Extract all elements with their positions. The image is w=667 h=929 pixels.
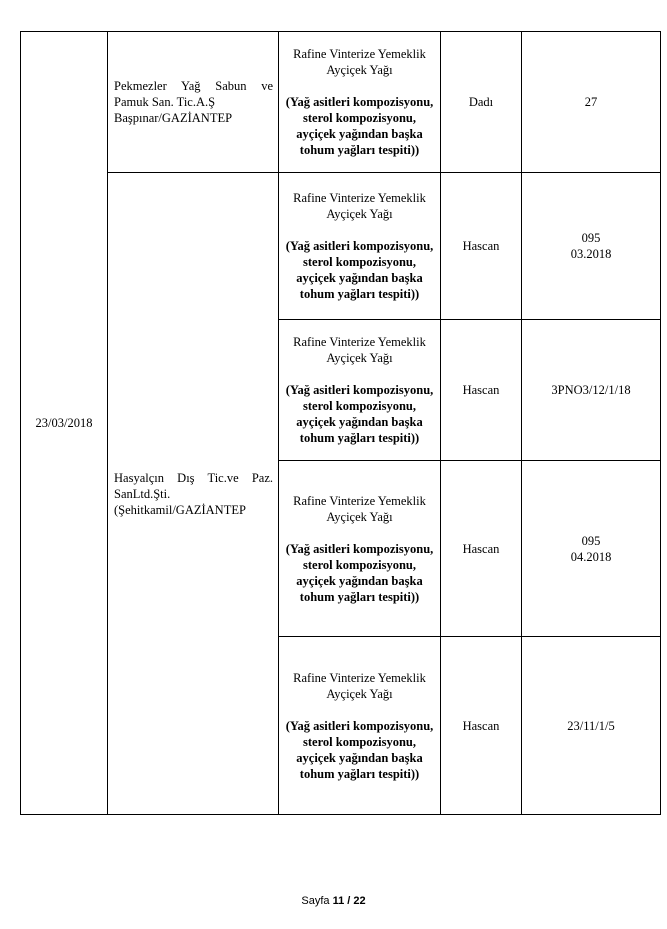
product-cell	[279, 320, 441, 461]
product-detail: (Yağ asitleri kompozisyonu, sterol kompozisyonu, ayçiçek yağından başka tohum yağları tespiti))	[285, 541, 434, 604]
lot-line: 095	[581, 231, 601, 245]
firm-cell	[108, 32, 279, 173]
date-cell: 23/03/2018	[21, 32, 108, 815]
product-cell	[279, 173, 441, 320]
page-label: Sayfa	[301, 895, 330, 907]
product-title: Rafine Vinterize Yemeklik Ayçiçek Yağı	[293, 493, 426, 524]
product-title: Rafine Vinterize Yemeklik Ayçiçek Yağı	[293, 47, 426, 77]
firm-line: Pekmezler Yağ Sabun ve Pamuk San. Tic.A.Ş	[114, 79, 273, 109]
firm-line: (Şehitkamil/GAZİANTEP	[114, 502, 246, 517]
brand-cell: Hascan	[441, 173, 522, 320]
product-detail: (Yağ asitleri kompozisyonu, sterol kompozisyonu, ayçiçek yağından başka tohum yağları tespiti))	[285, 718, 434, 781]
inspection-table	[20, 31, 661, 815]
firm-cell	[108, 173, 279, 815]
product-detail: (Yağ asitleri kompozisyonu, sterol kompozisyonu, ayçiçek yağından başka tohum yağları tespiti))	[285, 95, 434, 157]
lot-line: 3PNO3/12/1/18	[551, 383, 631, 397]
lot-cell	[522, 173, 661, 320]
product-cell	[279, 32, 441, 173]
lot-line: 27	[584, 95, 598, 109]
lot-cell	[522, 32, 661, 173]
lot-line: 04.2018	[570, 549, 612, 564]
brand-cell: Hascan	[441, 637, 522, 815]
page-total: 22	[353, 895, 366, 907]
lot-line: 03.2018	[570, 247, 612, 261]
table-row	[21, 32, 661, 173]
lot-line: 095	[581, 533, 601, 548]
product-title: Rafine Vinterize Yemeklik Ayçiçek Yağı	[293, 191, 426, 221]
brand-cell: Dadı	[441, 32, 522, 173]
product-detail: (Yağ asitleri kompozisyonu, sterol kompozisyonu, ayçiçek yağından başka tohum yağları tespiti))	[285, 239, 434, 301]
lot-cell	[522, 320, 661, 461]
lot-cell	[522, 461, 661, 637]
product-title: Rafine Vinterize Yemeklik Ayçiçek Yağı	[293, 670, 426, 701]
lot-line: 23/11/1/5	[567, 718, 615, 733]
brand-cell: Hascan	[441, 461, 522, 637]
table-row	[21, 173, 661, 320]
product-cell	[279, 637, 441, 815]
page-separator: /	[347, 895, 351, 907]
page-number: 11	[332, 895, 345, 907]
firm-line: Başpınar/GAZİANTEP	[114, 111, 233, 125]
page-footer	[0, 895, 667, 907]
product-title: Rafine Vinterize Yemeklik Ayçiçek Yağı	[293, 335, 426, 365]
brand-cell: Hascan	[441, 320, 522, 461]
product-cell	[279, 461, 441, 637]
product-detail: (Yağ asitleri kompozisyonu, sterol kompozisyonu, ayçiçek yağından başka tohum yağları tespiti))	[285, 383, 434, 445]
lot-cell	[522, 637, 661, 815]
firm-line: Hasyalçın Dış Tic.ve Paz. SanLtd.Şti.	[114, 470, 273, 501]
